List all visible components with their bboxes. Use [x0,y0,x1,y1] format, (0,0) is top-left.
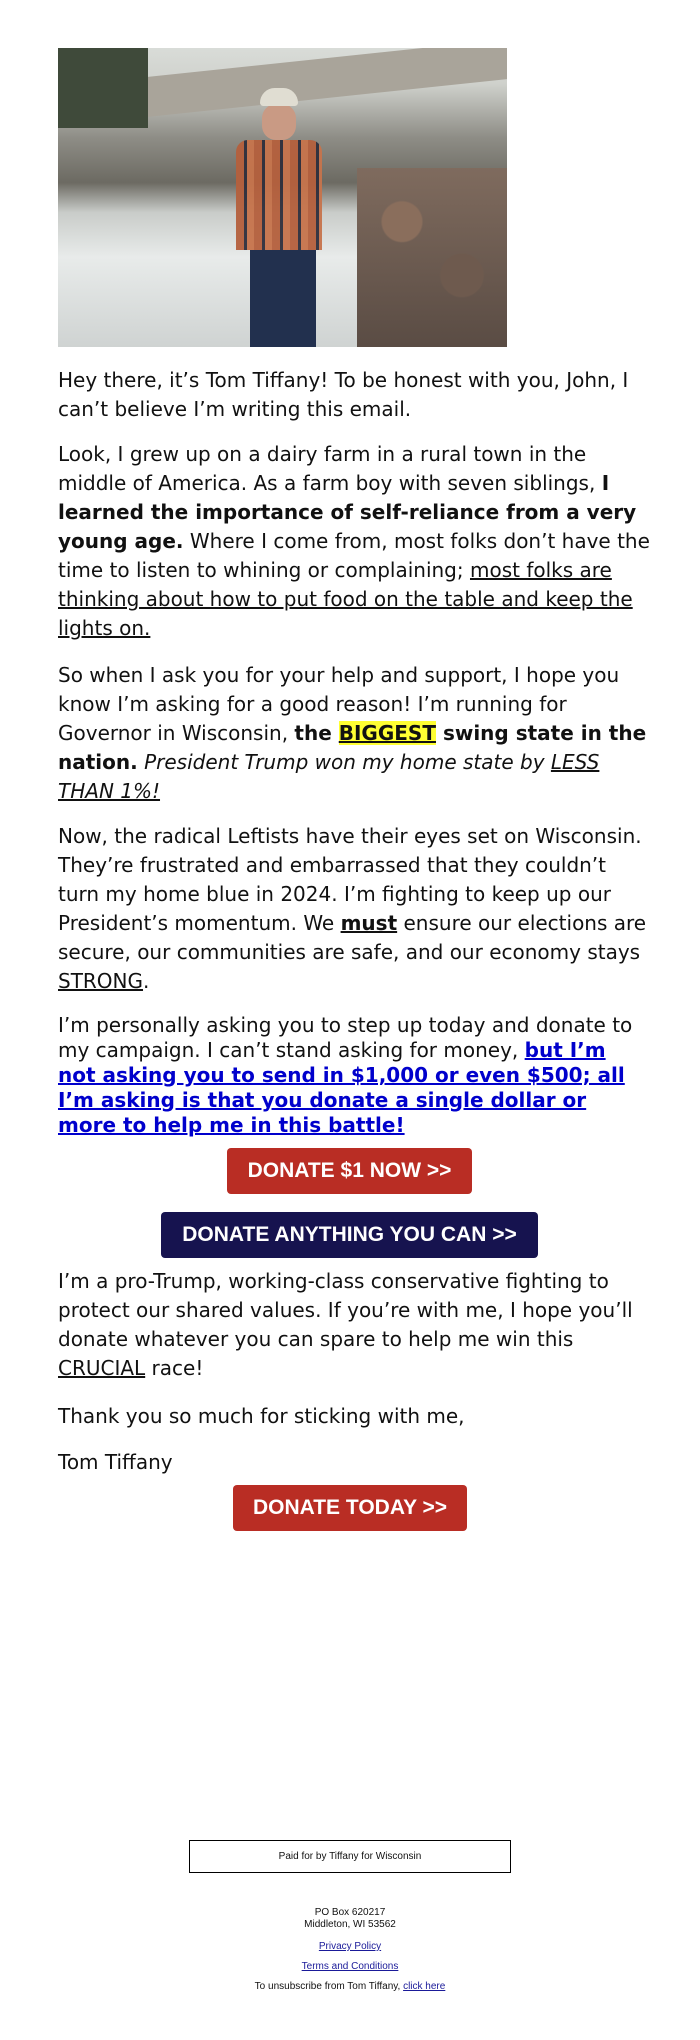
text: I’m personally asking you to step up today and donate to my campaign. I can’t stand asking for money, [58,1013,633,1062]
address-line: Middleton, WI 53562 [304,1919,396,1930]
underlined-text: CRUCIAL [58,1356,146,1380]
bold-text: the [294,721,339,745]
italic-underlined-text: LESS THAN 1%! [58,750,600,803]
underlined-text: most folks are thinking about how to put food on the table and keep the lights on. [58,558,633,640]
photo-shirt [236,140,322,250]
unsubscribe-row [0,1981,700,1993]
address-line: PO Box 620217 [314,1907,386,1918]
underlined-text: STRONG [58,969,144,993]
candidate-photo [58,48,507,347]
paragraph-leftists [58,822,650,996]
text: Now, the radical Leftists have their eyes set on Wisconsin. They’re frustrated and embarrassed that they couldn’t turn my home blue in 2024. I’m fighting to keep up our President’s momentum. We [58,824,642,935]
paragraph-governor [58,661,650,806]
text: . [143,969,150,993]
photo-trees [58,48,148,128]
paragraph-values [58,1267,650,1383]
bold-underlined-text: must [340,911,398,935]
italic-text: President Trump won my home state by [137,750,551,774]
highlighted-text: BIGGEST [338,721,436,745]
closing: Thank you so much for sticking with me, [58,1404,465,1428]
photo-person [228,88,328,347]
text: So when I ask you for your help and support, I hope you know I’m asking for a good reason! I’m running for Governor in Wisconsin, [58,663,620,745]
bold-text: swing state in the nation. [58,721,647,774]
photo-rocks [357,168,507,347]
paragraph-intro: Hey there, it’s Tom Tiffany! To be honest with you, John, I can’t believe I’m writing this email. [58,368,629,421]
donate-today-button[interactable]: DONATE TODAY >> [233,1485,467,1531]
photo-cap [260,88,298,106]
text: race! [145,1356,204,1380]
text: ensure our elections are secure, our communities are safe, and our economy stays [58,911,647,964]
unsubscribe-text: To unsubscribe from Tom Tiffany, [254,1981,404,1992]
photo-jeans [250,250,316,347]
mailing-address [0,1907,700,1931]
text: Where I come from, most folks don’t have the time to listen to whining or complaining; [58,529,650,582]
privacy-policy-link[interactable]: Privacy Policy [318,1941,382,1952]
paragraph-ask [58,1013,650,1138]
paid-for-disclaimer: Paid for by Tiffany for Wisconsin [189,1840,511,1873]
photo-face [262,104,296,140]
privacy-row [0,1941,700,1953]
bold-text: I learned the importance of self-reliance from a very young age. [58,471,637,553]
terms-row [0,1961,700,1973]
paragraph-farm [58,440,650,643]
donate-text-link[interactable]: but I’m not asking you to send in $1,000 or even $500; all I’m asking is that you donate a single dollar or more to help me in this battle! [58,1038,625,1137]
terms-link[interactable]: Terms and Conditions [301,1961,399,1972]
unsubscribe-link[interactable]: click here [403,1981,446,1992]
donate-anything-button[interactable]: DONATE ANYTHING YOU CAN >> [161,1212,538,1258]
donate-1-now-button[interactable]: DONATE $1 NOW >> [227,1148,472,1194]
signature: Tom Tiffany [58,1450,173,1474]
text: I’m a pro-Trump, working-class conservative fighting to protect our shared values. If you’re with me, I hope you’ll donate whatever you can spare to help me win this [58,1269,633,1351]
text: Look, I grew up on a dairy farm in a rural town in the middle of America. As a farm boy with seven siblings, [58,442,602,495]
